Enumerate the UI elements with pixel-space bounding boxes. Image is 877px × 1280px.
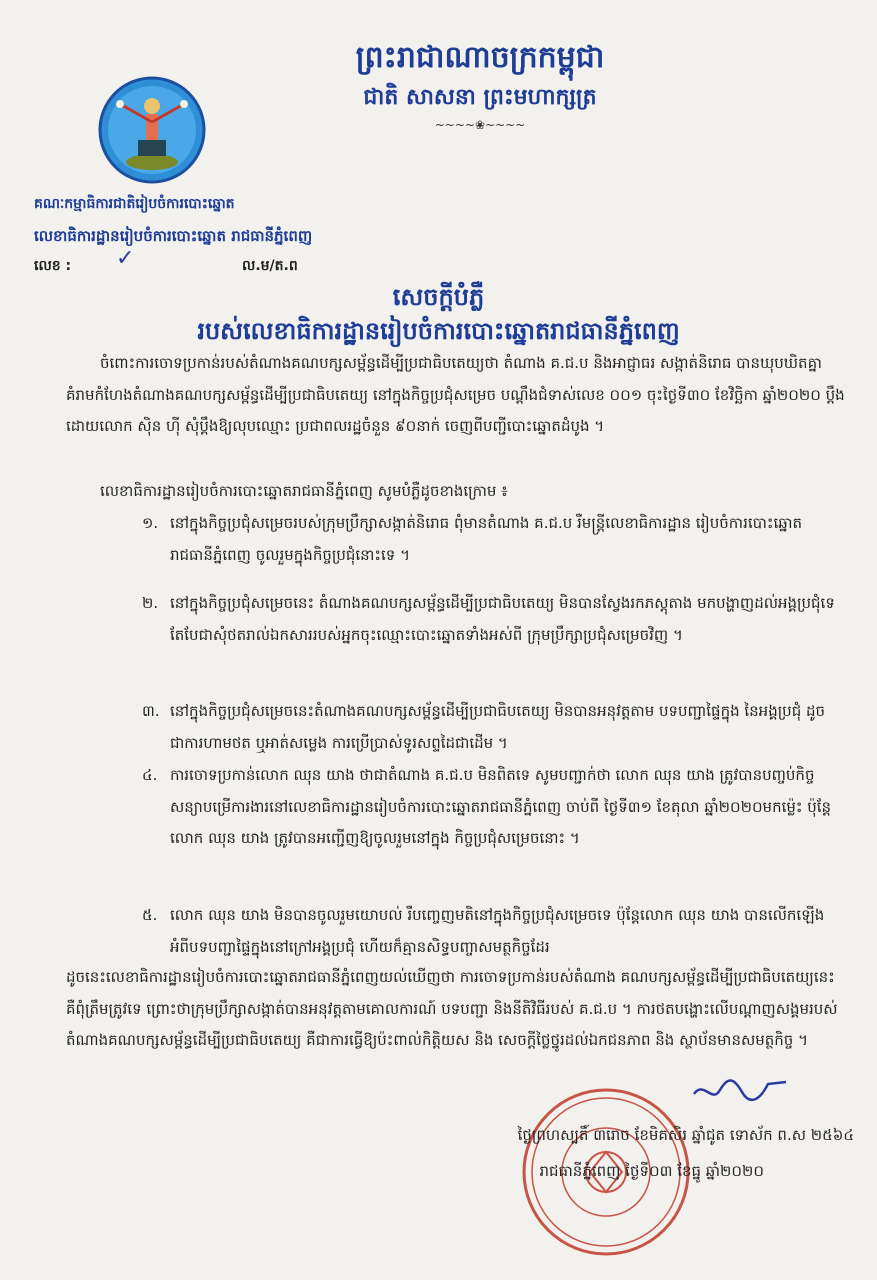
org-secretariat-name: លេខាធិការដ្ឋានរៀបចំការបោះឆ្នោត រាជធានីភ្នំពេញ <box>34 227 313 245</box>
document-title: សេចក្តីបំភ្លឺ <box>392 282 485 311</box>
document-subtitle: របស់លេខាធិការដ្ឋានរៀបចំការបោះឆ្នោតរាជធានីភ្នំពេញ <box>197 316 680 345</box>
national-motto: ជាតិ សាសនា ព្រះមហាក្សត្រ <box>363 84 597 110</box>
list-item <box>118 696 838 759</box>
handwritten-signature <box>690 1070 790 1110</box>
reference-code: ល.ម/ត.ព <box>242 258 298 274</box>
list-item <box>118 760 838 855</box>
date-lunar: ថ្ងៃព្រហស្បតិ៍ ៣រោច ខែមិគសិរ ឆ្នាំជូត ទោស័ក ព.ស ២៥៦៤ <box>517 1126 854 1144</box>
list-item-text: នៅក្នុងកិច្ចប្រជុំសម្រេចរបស់ក្រុមប្រឹក្សាសង្កាត់និរោធ ពុំមានតំណាង គ.ជ.ប រឺមន្ត្រីលេខាធិការដ្ឋាន រៀបចំការបោះឆ្នោតរាជធានីភ្នំពេញ ចូលរួមក្នុងកិច្ចប្រជុំនោះទេ ។ <box>170 514 803 564</box>
list-item <box>118 508 838 571</box>
kingdom-title: ព្រះរាជាណាចក្រកម្ពុជា <box>355 40 605 75</box>
divider-ornament: ~~~~❀~~~~ <box>434 118 526 132</box>
lead-paragraph: លេខាធិការដ្ឋានរៀបចំការបោះឆ្នោតរាជធានីភ្នំពេញ សូមបំភ្លឺដូចខាងក្រោម ៖ <box>100 482 508 500</box>
intro-paragraph: ចំពោះការចោទប្រកាន់របស់តំណាងគណបក្សសម្ព័ន្ធដើម្បីប្រជាធិបតេយ្យថា តំណាង គ.ជ.ប និងអាជ្ញាធរ សង្កាត់និរោធ បានឃុបឃិតគ្នាគំរាមកំហែងតំណាងគណបក្សសម្ព័ន្ធដើម្បីប្រជាធិបតេយ្យ នៅក្នុងកិច្ចប្រជុំសម្រេច បណ្តឹងជំទាស់លេខ ០០១ ចុះថ្ងៃទី៣០ ខែវិច្ឆិកា ឆ្នាំ២០២០ ប្តឹងដោយលោក ស៊ិន ហ៊ី សុំប្តឹងឱ្យលុបឈ្មោះ ប្រជាពលរដ្ឋចំនួន ៩០នាក់ ចេញពីបញ្ជីបោះឆ្នោតដំបូង ។ <box>66 354 845 435</box>
list-item-text: នៅក្នុងកិច្ចប្រជុំសម្រេចនេះតំណាងគណបក្សសម្ព័ន្ធដើម្បីប្រជាធិបតេយ្យ មិនបានអនុវត្តតាម បទបញ្ជាផ្ទៃក្នុង នៃអង្គប្រជុំ ដូចជាការហាមថត ឬអាត់សម្លេង ការប្រើប្រាស់ទូរសព្ទដៃជាដើម ។ <box>170 702 826 752</box>
list-item <box>118 900 838 963</box>
list-item-number: ៤. <box>142 766 158 784</box>
list-item-text: ការចោទប្រកាន់លោក ឈុន យាង ថាជាតំណាង គ.ជ.ប មិនពិតទេ សូមបញ្ជាក់ថា លោក ឈុន យាង ត្រូវបានបញ្ចប់កិច្ចសន្យាបម្រើការងារនៅលេខាធិការដ្ឋានរៀបចំការបោះឆ្នោតរាជធានីភ្នំពេញ ចាប់ពី ថ្ងៃទី៣១ ខែតុលា ឆ្នាំ២០២០មកម្ល៉េះ ប៉ុន្តែលោក ឈុន យាង ត្រូវបានអញ្ជើញឱ្យចូលរួមនៅក្នុង កិច្ចប្រជុំសម្រេចនោះ ។ <box>170 766 832 847</box>
list-item-number: ៣. <box>142 702 160 720</box>
list-item <box>118 588 838 651</box>
handwritten-check-mark: ✓ <box>116 246 135 271</box>
list-item-text: នៅក្នុងកិច្ចប្រជុំសម្រេចនេះ តំណាងគណបក្សសម្ព័ន្ធដើម្បីប្រជាធិបតេយ្យ មិនបានស្វែងរកភស្តុតាង មកបង្ហាញដល់អង្គប្រជុំទេ តែបែជាសុំថតរាល់ឯកសាររបស់អ្នកចុះឈ្មោះបោះឆ្នោតទាំងអស់ពី ក្រុមប្រឹក្សាប្រជុំសម្រេចវិញ ។ <box>170 594 835 644</box>
reference-label: លេខ : <box>34 258 72 274</box>
election-committee-logo <box>96 74 208 186</box>
list-item-number: ១. <box>142 514 159 532</box>
conclusion-paragraph: ដូចនេះលេខាធិការដ្ឋានរៀបចំការបោះឆ្នោតរាជធានីភ្នំពេញយល់ឃើញថា ការចោទប្រកាន់របស់តំណាង គណបក្សសម្ព័ន្ធដើម្បីប្រជាធិបតេយ្យនេះ គឺពុំត្រឹមត្រូវទេ ព្រោះថាក្រុមប្រឹក្សាសង្កាត់បានអនុវត្តតាមគោលការណ៍ បទបញ្ជា និងនីតិវិធីរបស់ គ.ជ.ប ។ ការថតបង្ហោះលើបណ្តាញសង្គមរបស់តំណាងគណបក្សសម្ព័ន្ធដើម្បីប្រជាធិបតេយ្យ គឺជាការធ្វើឱ្យប៉ះពាល់កិត្តិយស និង សេចក្តីថ្លៃថ្នូរដល់ឯកជនភាព និង ស្ថាប័នមានសមត្ថកិច្ច ។ <box>66 968 838 1049</box>
list-item-number: ២. <box>142 594 159 612</box>
list-item-text: លោក ឈុន យាង មិនបានចូលរួមយោបល់ រឺបញ្ចេញមតិនៅក្នុងកិច្ចប្រជុំសម្រេចទេ ប៉ុន្តែលោក ឈុន យាង បានលើកឡើងអំពីបទបញ្ជាផ្ទៃក្នុងនៅក្រៅអង្គប្រជុំ ហើយក៏គ្មានសិទ្ធបញ្ចាសមត្ថកិច្ចដែរ <box>170 906 825 956</box>
list-item-number: ៥. <box>142 906 158 924</box>
org-committee-name: គណៈកម្មាធិការជាតិរៀបចំការបោះឆ្នោត <box>34 196 235 212</box>
date-solar: រាជធានីភ្នំពេញ ថ្ងៃទី០៣ ខែធ្នូ ឆ្នាំ២០២០ <box>539 1162 764 1180</box>
